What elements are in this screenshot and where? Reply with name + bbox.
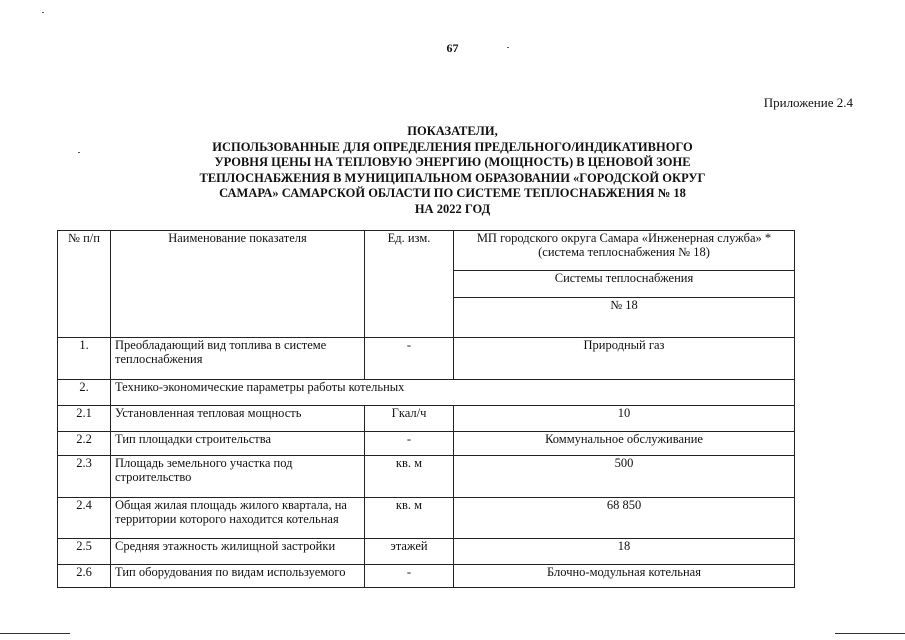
title-line: ПОКАЗАТЕЛИ, bbox=[407, 124, 498, 138]
row-unit: кв. м bbox=[365, 498, 454, 539]
row-name: Площадь земельного участка под строительство bbox=[111, 456, 365, 498]
header-system-number: № 18 bbox=[454, 298, 795, 338]
document-title bbox=[150, 124, 755, 217]
table-row bbox=[58, 498, 795, 539]
appendix-label: Приложение 2.4 bbox=[763, 95, 853, 110]
row-num: 2.5 bbox=[58, 539, 111, 565]
row-unit: - bbox=[365, 432, 454, 456]
row-unit: кв. м bbox=[365, 456, 454, 498]
table-row bbox=[58, 432, 795, 456]
bottom-edge-line bbox=[0, 633, 70, 634]
scan-speck bbox=[507, 47, 509, 48]
row-value: 500 bbox=[454, 456, 795, 498]
header-num: № п/п bbox=[58, 231, 111, 338]
title-line: ИСПОЛЬЗОВАННЫЕ ДЛЯ ОПРЕДЕЛЕНИЯ ПРЕДЕЛЬНОГО/ИНДИКАТИВНОГО bbox=[212, 139, 693, 154]
table-row bbox=[58, 406, 795, 432]
row-num: 2.3 bbox=[58, 456, 111, 498]
row-value: Коммунальное обслуживание bbox=[454, 432, 795, 456]
row-unit: - bbox=[365, 565, 454, 588]
row-name: Общая жилая площадь жилого квартала, на территории которого находится котельная bbox=[111, 498, 365, 539]
table-row bbox=[58, 380, 795, 406]
indicators-table bbox=[57, 230, 795, 588]
row-value: Блочно-модульная котельная bbox=[454, 565, 795, 588]
bottom-edge-line bbox=[835, 633, 905, 634]
scan-speck bbox=[78, 152, 80, 153]
header-name: Наименование показателя bbox=[111, 231, 365, 338]
row-unit: - bbox=[365, 338, 454, 380]
table-row bbox=[58, 565, 795, 588]
row-name: Преобладающий вид топлива в системе теплоснабжения bbox=[111, 338, 365, 380]
header-unit: Ед. изм. bbox=[365, 231, 454, 338]
row-num: 2.6 bbox=[58, 565, 111, 588]
title-line: УРОВНЯ ЦЕНЫ НА ТЕПЛОВУЮ ЭНЕРГИЮ (МОЩНОСТЬ) В ЦЕНОВОЙ ЗОНЕ bbox=[214, 155, 691, 169]
scan-speck bbox=[42, 12, 44, 13]
row-num: 2. bbox=[58, 380, 111, 406]
header-systems: Системы теплоснабжения bbox=[454, 271, 795, 298]
row-name: Средняя этажность жилищной застройки bbox=[111, 539, 365, 565]
row-num: 2.4 bbox=[58, 498, 111, 539]
table-row bbox=[58, 338, 795, 380]
row-value: Природный газ bbox=[454, 338, 795, 380]
row-value: 68 850 bbox=[454, 498, 795, 539]
row-name: Тип оборудования по видам используемого bbox=[111, 565, 365, 588]
section-title: Технико-экономические параметры работы котельных bbox=[111, 380, 795, 406]
row-num: 2.1 bbox=[58, 406, 111, 432]
title-line: ТЕПЛОСНАБЖЕНИЯ В МУНИЦИПАЛЬНОМ ОБРАЗОВАНИИ «ГОРОДСКОЙ ОКРУГ bbox=[199, 170, 706, 185]
title-line: НА 2022 ГОД bbox=[414, 201, 491, 216]
row-value: 10 bbox=[454, 406, 795, 432]
row-unit: Гкал/ч bbox=[365, 406, 454, 432]
row-name: Установленная тепловая мощность bbox=[111, 406, 365, 432]
row-unit: этажей bbox=[365, 539, 454, 565]
table-row bbox=[58, 456, 795, 498]
table-row bbox=[58, 539, 795, 565]
header-organization: МП городского округа Самара «Инженерная служба» * (система теплоснабжения № 18) bbox=[454, 231, 795, 271]
row-name: Тип площадки строительства bbox=[111, 432, 365, 456]
row-num: 1. bbox=[58, 338, 111, 380]
row-value: 18 bbox=[454, 539, 795, 565]
row-num: 2.2 bbox=[58, 432, 111, 456]
page-number: 67 bbox=[446, 41, 459, 55]
title-line: САМАРА» САМАРСКОЙ ОБЛАСТИ ПО СИСТЕМЕ ТЕПЛОСНАБЖЕНИЯ № 18 bbox=[219, 186, 686, 200]
